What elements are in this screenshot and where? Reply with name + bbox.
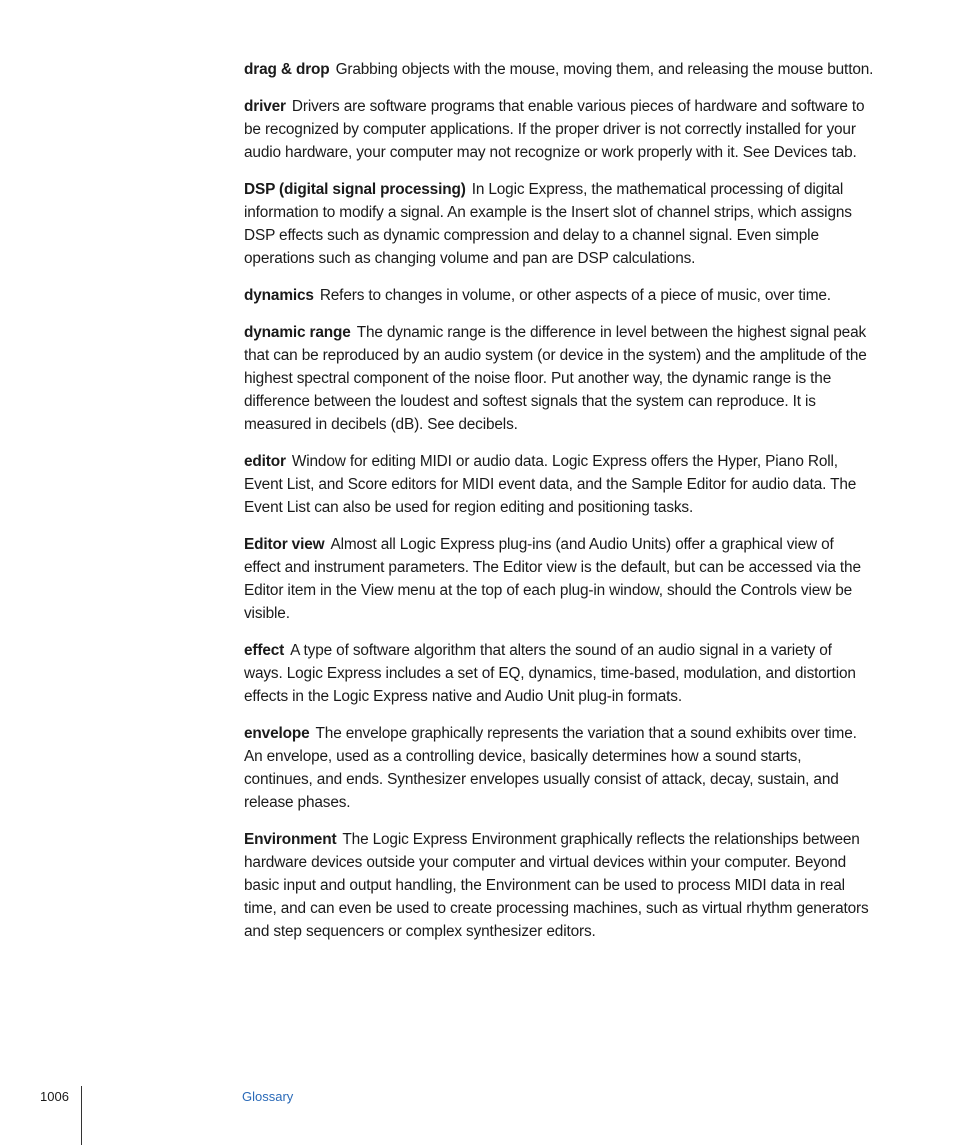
- glossary-entry-environment: [244, 828, 874, 943]
- glossary-definition: Window for editing MIDI or audio data. Logic Express offers the Hyper, Piano Roll, Event List, and Score editors for MIDI event data, and the Sample Editor for audio data. The Event List can also be used for region editing and positioning tasks.: [244, 453, 857, 516]
- glossary-entry-dynamics: [244, 284, 874, 307]
- glossary-entry-effect: [244, 639, 874, 708]
- glossary-entry-drag-and-drop: [244, 58, 874, 81]
- glossary-term: DSP (digital signal processing): [244, 181, 466, 198]
- glossary-entry-dsp: [244, 178, 874, 270]
- glossary-entry-editor-view: [244, 533, 874, 625]
- glossary-term: driver: [244, 98, 286, 115]
- glossary-definition: The dynamic range is the difference in level between the highest signal peak that can be reproduced by an audio system (or device in the system) and the amplitude of the highest spectral component of the noise floor. Put another way, the dynamic range is the difference between the loudest and softest signals that the system can reproduce. It is measured in decibels (dB). See decibels.: [244, 324, 867, 433]
- glossary-entry-driver: [244, 95, 874, 164]
- glossary-content: [244, 58, 874, 957]
- glossary-term: dynamic range: [244, 324, 351, 341]
- glossary-term: editor: [244, 453, 286, 470]
- glossary-definition: Almost all Logic Express plug-ins (and Audio Units) offer a graphical view of effect and instrument parameters. The Editor view is the default, but can be accessed via the Editor item in the View menu at the top of each plug-in window, should the Controls view be visible.: [244, 536, 861, 622]
- glossary-entry-envelope: [244, 722, 874, 814]
- glossary-term: envelope: [244, 725, 310, 742]
- section-link-glossary[interactable]: Glossary: [242, 1089, 294, 1104]
- glossary-term: effect: [244, 642, 285, 659]
- footer-divider: [81, 1086, 82, 1145]
- glossary-entry-dynamic-range: [244, 321, 874, 436]
- glossary-term: Editor view: [244, 536, 325, 553]
- glossary-definition: The Logic Express Environment graphically reflects the relationships between hardware devices outside your computer and virtual devices within your computer. Beyond basic input and output handling, the Environment can be used to process MIDI data in real time, and can even be used to create processing machines, such as virtual rhythm generators and step sequencers or complex synthesizer editors.: [244, 831, 869, 940]
- glossary-definition: A type of software algorithm that alters the sound of an audio signal in a variety of ways. Logic Express includes a set of EQ, dynamics, time-based, modulation, and distortion effects in the Logic Express native and Audio Unit plug-in formats.: [244, 642, 856, 705]
- glossary-term: dynamics: [244, 287, 314, 304]
- glossary-definition: In Logic Express, the mathematical processing of digital information to modify a signal. An example is the Insert slot of channel strips, which assigns DSP effects such as dynamic compression and delay to a channel signal. Even simple operations such as changing volume and pan are DSP calculations.: [244, 181, 852, 267]
- glossary-definition: The envelope graphically represents the variation that a sound exhibits over time. An envelope, used as a controlling device, basically determines how a sound starts, continues, and ends. Synthesizer envelopes usually consist of attack, decay, sustain, and release phases.: [244, 725, 857, 811]
- glossary-definition: Grabbing objects with the mouse, moving them, and releasing the mouse button.: [335, 61, 874, 78]
- page-number: 1006: [40, 1089, 69, 1104]
- glossary-definition: Refers to changes in volume, or other aspects of a piece of music, over time.: [319, 287, 831, 304]
- glossary-entry-editor: [244, 450, 874, 519]
- glossary-term: Environment: [244, 831, 337, 848]
- glossary-definition: Drivers are software programs that enable various pieces of hardware and software to be recognized by computer applications. If the proper driver is not correctly installed for your audio hardware, your computer may not recognize or work properly with it. See Devices tab.: [244, 98, 865, 161]
- glossary-term: drag & drop: [244, 61, 330, 78]
